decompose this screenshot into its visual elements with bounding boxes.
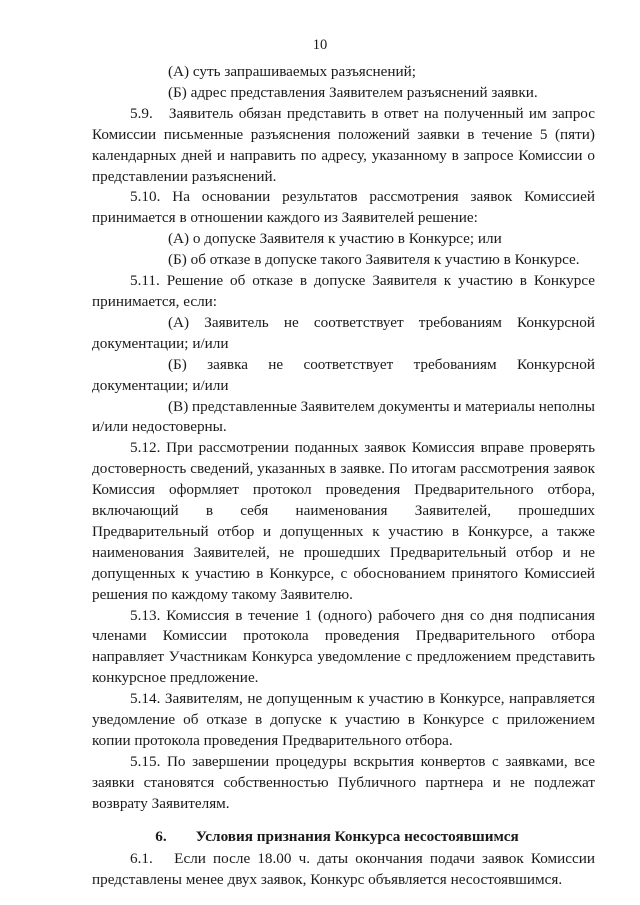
- list-text: адрес представления Заявителем разъяснений заявки.: [190, 83, 538, 101]
- list-text: суть запрашиваемых разъяснений;: [192, 63, 416, 80]
- list-text: представленные Заявителем документы и материалы неполны и/или недостоверны.: [92, 397, 595, 436]
- list-item: [92, 62, 595, 83]
- list-item: [92, 397, 595, 439]
- paragraph: 5.15. По завершении процедуры вскрытия конвертов с заявками, все заявки становятся собственностью Публичного партнера и не подлежат возврату Заявителям.: [92, 752, 595, 812]
- paragraph: 6.1. Если после 18.00 ч. даты окончания подачи заявок Комиссии представлены менее двух заявок, Конкурс объявляется несостоявшимся.: [92, 849, 595, 888]
- list-text: об отказе в допуске такого Заявителя к участию в Конкурсе.: [190, 251, 580, 269]
- page-number: 10: [312, 37, 328, 53]
- list-label: (А): [168, 230, 190, 248]
- paragraph: 5.10. На основании результатов рассмотрения заявок Комиссией принимается в отношении каждого из Заявителей решение:: [92, 188, 595, 227]
- list-item: [92, 83, 595, 104]
- paragraph: 5.13. Комиссия в течение 1 (одного) рабочего дня со дня подписания членами Комиссии протокола проведения Предварительного отбора направляет Участникам Конкурса уведомление с предложением представить конкурсное предложение.: [92, 606, 595, 687]
- paragraph: 5.14. Заявителям, не допущенным к участию в Конкурсе, направляется уведомление об отказе в допуске к участию в Конкурсе с приложением копии протокола проведения Предварительного отбора.: [92, 690, 595, 749]
- section-number: 6.: [155, 827, 167, 845]
- list-label: (Б): [168, 355, 187, 373]
- list-item: [92, 313, 595, 355]
- list-item: [92, 250, 595, 271]
- list-text: о допуске Заявителя к участию в Конкурсе; или: [192, 230, 502, 248]
- list-label: (А): [168, 63, 190, 80]
- list-label: (А): [168, 313, 190, 331]
- section-heading: [92, 825, 595, 849]
- paragraph: 5.9. Заявитель обязан представить в ответ на полученный им запрос Комиссии письменные разъяснения положений заявки в течение 5 (пяти) календарных дней и направить по адресу, указанному в запросе Комиссии о представлении разъяснений.: [92, 104, 595, 185]
- section-title: Условия признания Конкурса несостоявшимся: [195, 827, 519, 845]
- list-text: Заявитель не соответствует требованиям Конкурсной документации; и/или: [92, 313, 595, 352]
- paragraph: 5.12. При рассмотрении поданных заявок Комиссия вправе проверять достоверность сведений, указанных в заявке. По итогам рассмотрения заявок Комиссия оформляет протокол проведения Предварительного отбора, включающий в себя наименования Заявителей, прошедших Предварительный отбор и допущенных к участию в Конкурсе, а также наименования Заявителей, не прошедших Предварительный отбор и не допущенных к участию в Конкурсе, с обоснованием принятого Комиссией решения по каждому такому Заявителю.: [92, 439, 595, 603]
- list-label: (Б): [168, 251, 187, 269]
- list-item: [92, 229, 595, 250]
- list-text: заявка не соответствует требованиям Конкурсной документации; и/или: [92, 355, 596, 394]
- list-item: [92, 355, 595, 397]
- list-label: (Б): [168, 83, 187, 101]
- paragraph: 5.11. Решение об отказе в допуске Заявителя к участию в Конкурсе принимается, если:: [92, 272, 595, 310]
- document-body: [92, 62, 595, 890]
- list-label: (В): [168, 397, 189, 415]
